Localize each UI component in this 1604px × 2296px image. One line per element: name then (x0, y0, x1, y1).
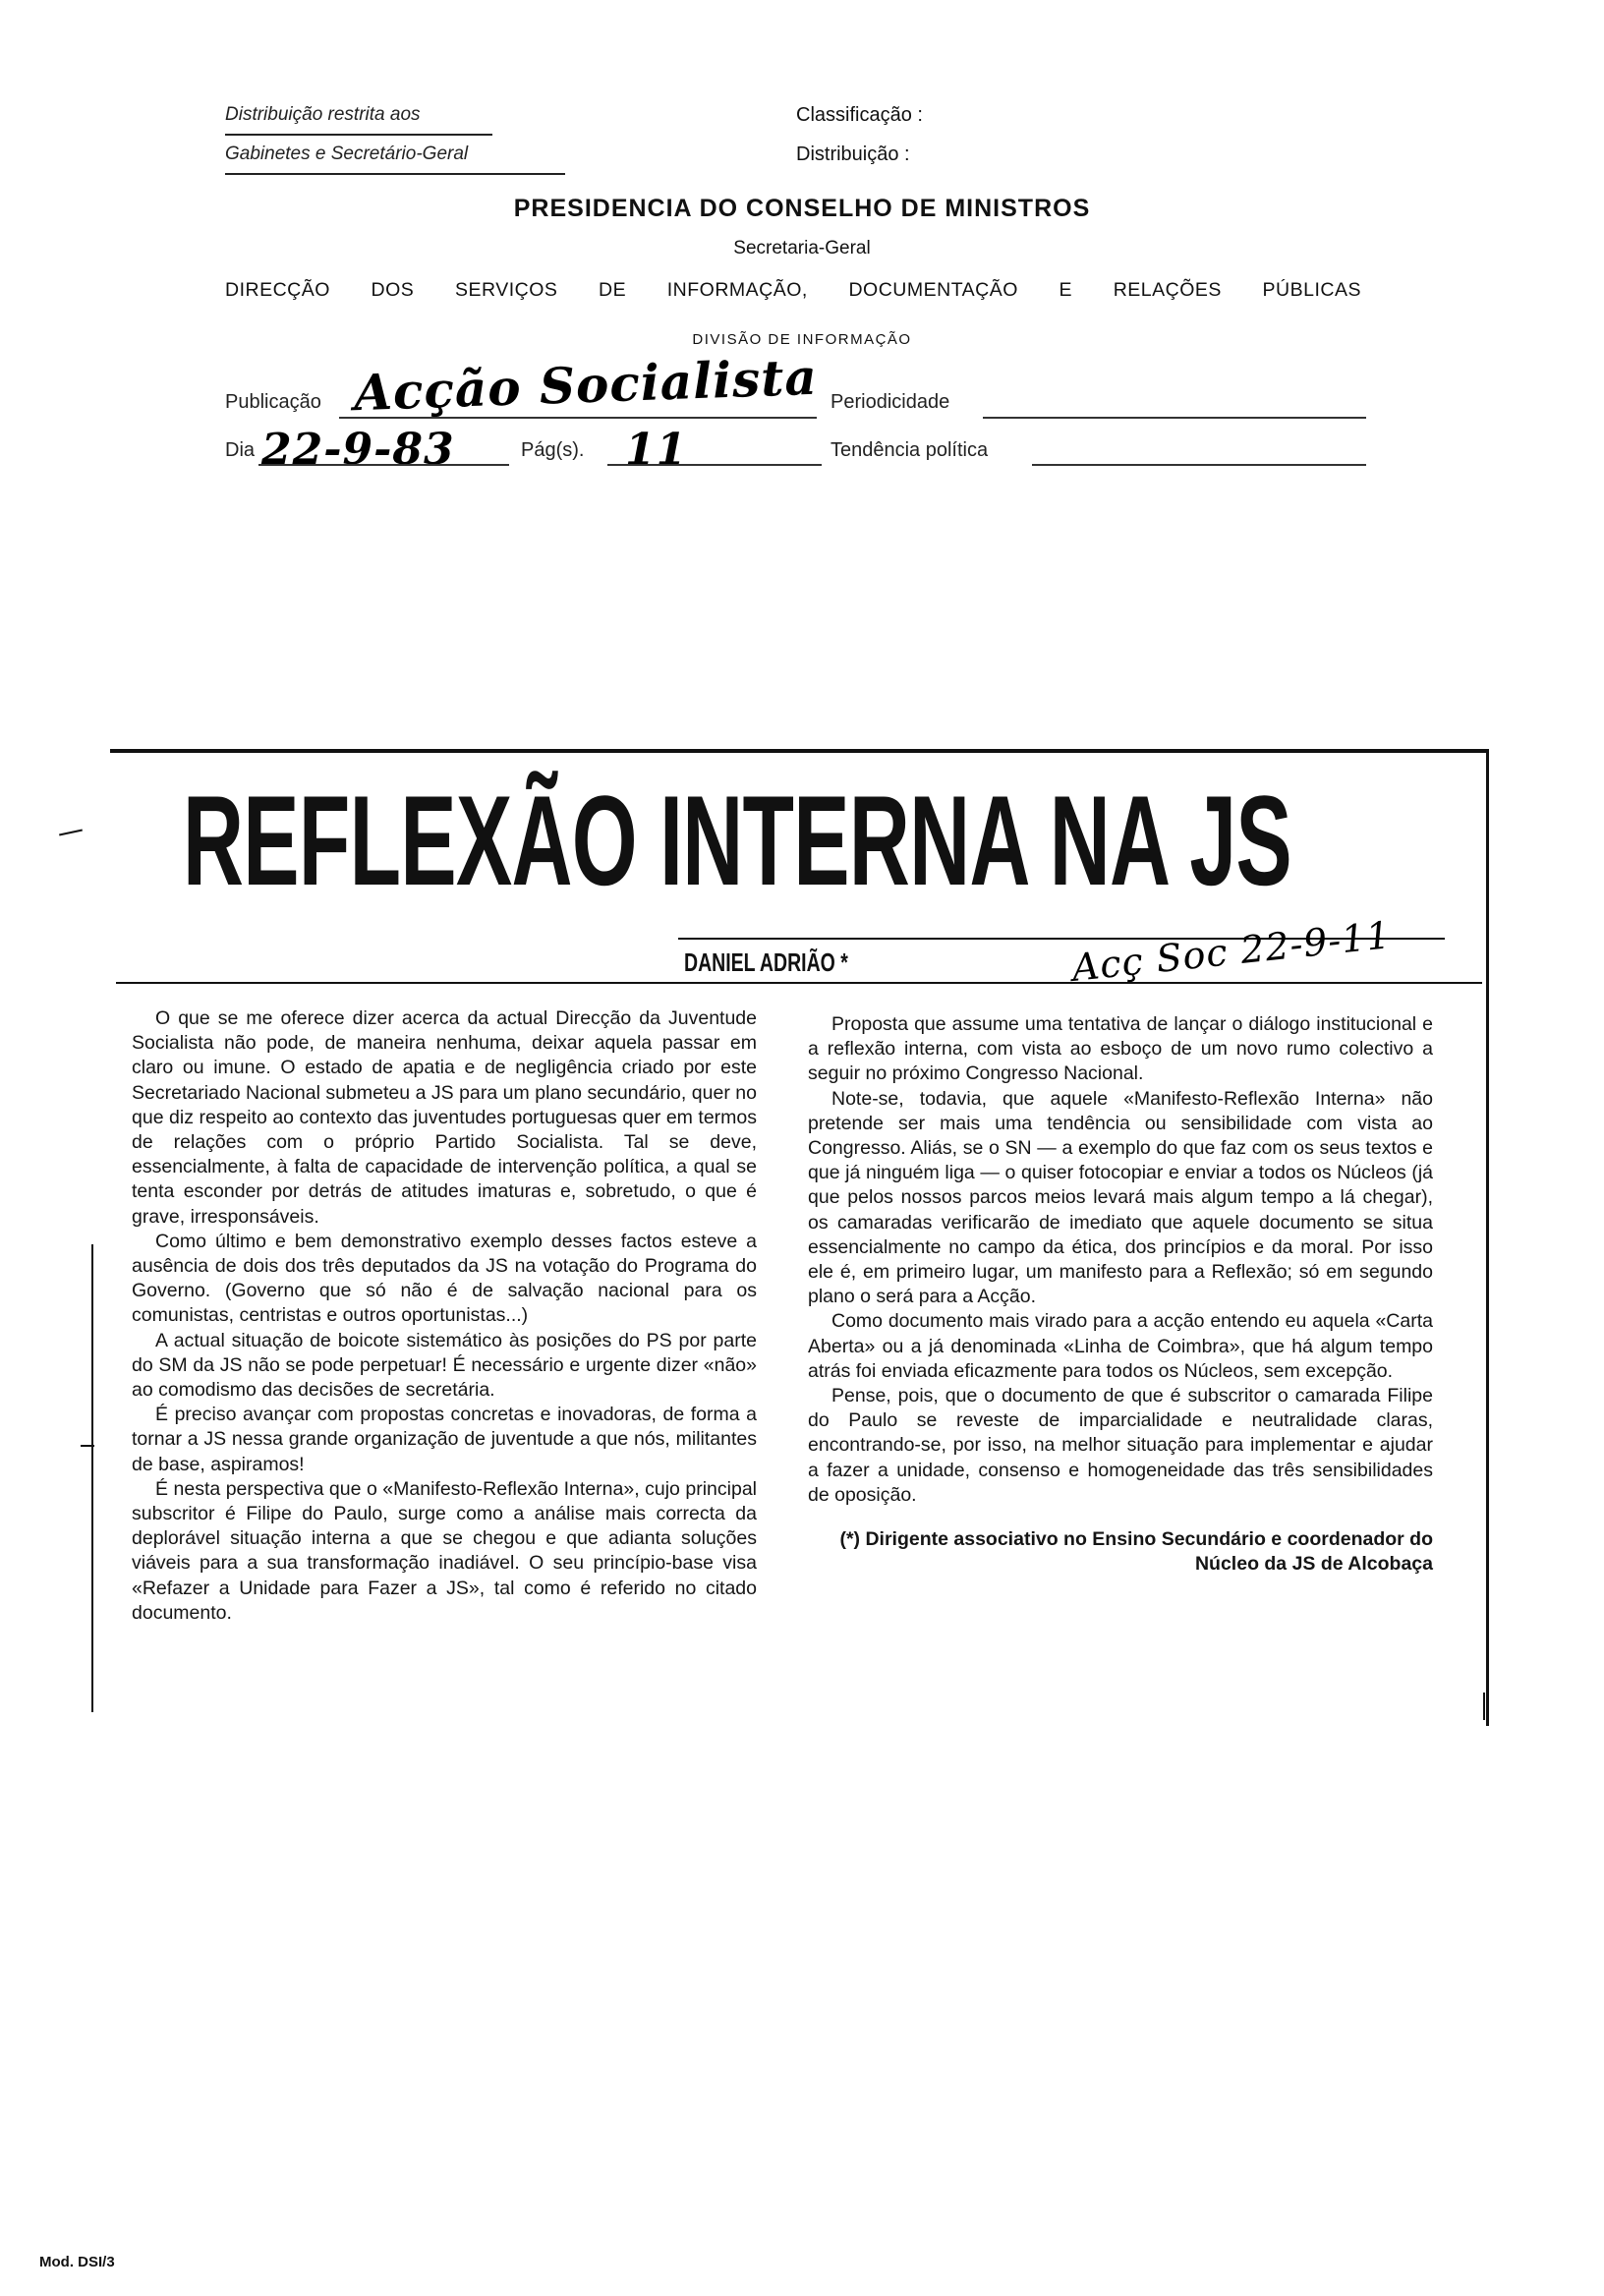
article-paragraph: É preciso avançar com propostas concretas e inovadoras, de forma a tornar a JS nessa grande organização de juventude a que nós, militantes de base, aspiramos! (132, 1404, 757, 1475)
author-footnote: (*) Dirigente associativo no Ensino Secundário e coordenador do Núcleo da JS de Alcobaça (839, 1528, 1433, 1576)
article-right-column (808, 1012, 1433, 1577)
article-paragraph: A actual situação de boicote sistemático às posições do PS por parte do SM da JS não se pode perpetuar! É necessário e urgente dizer «não» ao comodismo das decisões de secretária. (132, 1329, 757, 1402)
periodicidade-line (983, 417, 1366, 419)
pags-label: Pág(s). (521, 439, 585, 461)
article-paragraph: Proposta que assume uma tentativa de lançar o diálogo institucional e a reflexão interna, com vista ao esboço de um novo rumo colectivo a seguir no próximo Congresso Nacional. (808, 1013, 1433, 1085)
scan-edge-mark (1483, 1693, 1485, 1720)
article-paragraph: É nesta perspectiva que o «Manifesto-Reflexão Interna», cujo principal subscritor é Filipe do Paulo, surge como a análise mais correcta da deplorável situação interna a que se chegou e que adianta soluções viáveis para a sua transformação inadiável. O seu princípio-base visa «Refazer a Unidade para Fazer a JS», tal como é referido no citado documento. (132, 1477, 757, 1624)
dia-handwritten: 22-9-83 (261, 425, 455, 475)
pags-line (607, 464, 822, 466)
article-paragraph: Como último e bem demonstrativo exemplo desses factos esteve a ausência de dois dos três deputados da JS na votação do Programa do Governo. (Governo que só não é de salvação nacional para os comunistas, centristas e outros oportunistas...) (132, 1230, 757, 1327)
distribuicao-label: Distribuição : (796, 144, 910, 165)
scan-margin-mark (59, 830, 83, 836)
article-paragraph: Pense, pois, que o documento de que é subscritor o camarada Filipe do Paulo se reveste de imparcialidade e neutralidade claras, encontrando-se, por isso, na melhor situação para implementar e ajudar a fazer a unidade, consenso e homogeneidade das três sensibilidades de oposição. (808, 1385, 1433, 1506)
restricted-distribution-line2: Gabinetes e Secretário-Geral (225, 144, 469, 164)
tendencia-line (1032, 464, 1366, 466)
scan-margin-line (91, 1244, 93, 1712)
handwritten-clipping-note: Acç Soc 22-9-11 (1069, 913, 1394, 990)
dia-line (258, 464, 509, 466)
restricted-distribution-line1: Distribuição restrita aos (225, 104, 421, 125)
dia-label: Dia (225, 439, 256, 461)
restricted-underline-1 (225, 134, 492, 136)
article-left-column (132, 1006, 757, 1626)
classificacao-label: Classificação : (796, 104, 923, 126)
tendencia-label: Tendência política (831, 439, 989, 461)
publicacao-handwritten: Acção Socialista (353, 347, 819, 423)
pags-handwritten: 11 (625, 425, 688, 475)
article-headline: REFLEXÃO INTERNA NA JS (183, 769, 1291, 912)
form-code: Mod. DSI/3 (39, 2254, 115, 2270)
publicacao-label: Publicação (225, 391, 321, 413)
direccao-servicos: DIRECÇÃO DOS SERVIÇOS DE INFORMAÇÃO, DOCUMENTAÇÃO E RELAÇÕES PÚBLICAS (225, 279, 1361, 301)
periodicidade-label: Periodicidade (831, 391, 950, 413)
scan-margin-tick (81, 1445, 94, 1447)
article-paragraph: Como documento mais virado para a acção entendo eu aquela «Carta Aberta» ou a já denominada «Linha de Coimbra», que há algum tempo atrás foi enviada eficazmente para todos os Núcleos, sem excepção. (808, 1310, 1433, 1382)
article-paragraph: Note-se, todavia, que aquele «Manifesto-Reflexão Interna» não pretende ser mais uma tendência ou sensibilidade com vista ao Congresso. Aliás, se o SN — a exemplo do que faz com os seus textos e que já ninguém liga — o quiser fotocopiar e enviar a todos os Núcleos (já que pelos nossos parcos meios levará mais algum tempo a lá chegar), os camaradas verificarão de imediato que aquele documento se situa essencialmente no campo da ética, dos princípios e da moral. Por isso ele é, em primeiro lugar, um manifesto para a Reflexão; só em segundo plano o será para a Acção. (808, 1087, 1433, 1308)
article-byline: DANIEL ADRIÃO * (684, 947, 848, 977)
publicacao-line (339, 417, 817, 419)
restricted-underline-2 (225, 173, 565, 175)
org-title: PRESIDENCIA DO CONSELHO DE MINISTROS (513, 195, 1091, 222)
divisao-informacao: DIVISÃO DE INFORMAÇÃO (692, 331, 912, 348)
secretaria-geral: Secretaria-Geral (733, 238, 871, 258)
byline-bottom-rule (116, 982, 1482, 984)
article-paragraph: O que se me oferece dizer acerca da actual Direcção da Juventude Socialista não pode, de maneira nenhuma, deixar aquela passar em claro ou imune. O estado de apatia e de negligência criado por este Secretariado Nacional submeteu a JS para um plano secundário, quer no que diz respeito ao contexto das juventudes portuguesas quer em termos de relações com o próprio Partido Socialista. Tal se deve, essencialmente, à falta de capacidade de intervenção política, a qual se tenta esconder por detrás de atitudes imaturas e, sobretudo, o que é grave, irresponsáveis. (132, 1007, 757, 1228)
